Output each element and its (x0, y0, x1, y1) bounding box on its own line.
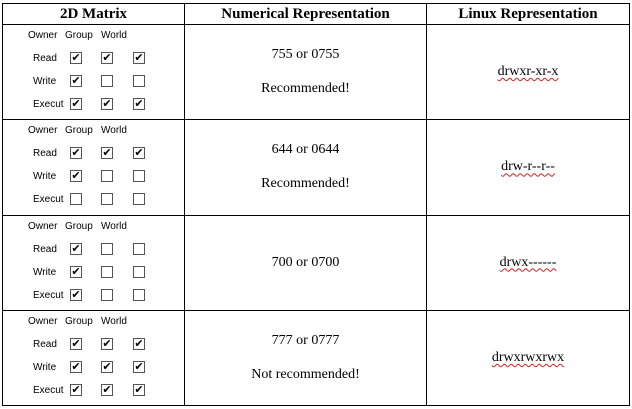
linux-permission-string: drwxrwxrwx (491, 349, 565, 365)
recommendation-note: Recommended! (261, 176, 350, 192)
read-world-checkbox[interactable] (133, 243, 145, 255)
matrix-column-group: Group (65, 30, 93, 41)
matrix-column-group: Group (65, 315, 93, 327)
header-linux: Linux Representation (427, 4, 630, 25)
matrix-column-group: Group (65, 220, 93, 232)
matrix-column-owner: Owner (28, 220, 58, 232)
numerical-cell (185, 25, 427, 120)
matrix-cell (3, 310, 185, 405)
matrix-column-group: Group (65, 125, 93, 137)
permission-matrix (3, 25, 184, 119)
read-owner-checkbox[interactable]: ✔ (71, 337, 81, 350)
read-group-checkbox[interactable]: ✔ (102, 147, 112, 160)
matrix-row-label: Write (33, 266, 57, 278)
numeric-value: 755 or 0755 (271, 47, 340, 63)
numerical-cell (185, 120, 427, 215)
matrix-row-label: Write (33, 171, 57, 183)
read-world-checkbox[interactable]: ✔ (134, 147, 144, 160)
permission-matrix (3, 120, 184, 214)
matrix-row-label: Execut (33, 99, 64, 110)
numerical-cell (185, 310, 427, 405)
matrix-row-read (3, 243, 183, 257)
write-world-checkbox[interactable] (133, 75, 145, 87)
matrix-row-read (3, 147, 183, 161)
matrix-column-world: World (101, 315, 127, 327)
header-row (3, 4, 630, 25)
matrix-column-world: World (101, 220, 127, 232)
matrix-cell (3, 120, 185, 215)
execute-group-checkbox[interactable]: ✔ (102, 383, 112, 396)
write-group-checkbox[interactable]: ✔ (102, 360, 112, 373)
write-owner-checkbox[interactable]: ✔ (71, 75, 81, 87)
matrix-row-write (3, 361, 183, 375)
header-2d-matrix: 2D Matrix (3, 4, 185, 25)
table-row (3, 25, 630, 120)
read-world-checkbox[interactable]: ✔ (134, 52, 144, 64)
matrix-row-label: Read (33, 338, 57, 350)
execute-world-checkbox[interactable]: ✔ (134, 383, 144, 396)
linux-cell (427, 25, 630, 120)
write-world-checkbox[interactable] (133, 170, 145, 182)
write-owner-checkbox[interactable]: ✔ (71, 170, 81, 183)
write-world-checkbox[interactable]: ✔ (134, 360, 144, 373)
permission-matrix (3, 216, 184, 310)
execute-world-checkbox[interactable] (133, 289, 145, 301)
matrix-column-world: World (101, 30, 127, 41)
numerical-cell (185, 215, 427, 310)
matrix-row-label: Read (33, 148, 57, 160)
read-owner-checkbox[interactable]: ✔ (71, 147, 81, 160)
matrix-column-owner: Owner (28, 30, 58, 41)
write-owner-checkbox[interactable]: ✔ (71, 265, 81, 278)
execute-world-checkbox[interactable] (133, 193, 145, 205)
numeric-value: 700 or 0700 (271, 254, 340, 270)
matrix-row-read (3, 338, 183, 352)
permissions-table (2, 3, 630, 406)
matrix-row-label: Read (33, 243, 57, 255)
read-owner-checkbox[interactable]: ✔ (71, 52, 81, 64)
write-group-checkbox[interactable] (101, 170, 113, 182)
matrix-cell (3, 25, 185, 120)
matrix-column-owner: Owner (28, 315, 58, 327)
linux-permission-string: drwx------ (499, 254, 557, 270)
write-group-checkbox[interactable] (101, 266, 113, 278)
read-group-checkbox[interactable]: ✔ (102, 337, 112, 350)
matrix-row-write (3, 266, 183, 280)
matrix-row-label: Execut (33, 194, 64, 206)
matrix-row-label: Write (33, 361, 57, 373)
matrix-row-write (3, 75, 183, 89)
permission-matrix (3, 311, 184, 405)
read-owner-checkbox[interactable]: ✔ (71, 242, 81, 255)
matrix-row-label: Read (33, 53, 57, 64)
numeric-value: 644 or 0644 (271, 142, 340, 158)
linux-cell (427, 120, 630, 215)
execute-group-checkbox[interactable] (101, 289, 113, 301)
write-group-checkbox[interactable] (101, 75, 113, 87)
execute-world-checkbox[interactable]: ✔ (134, 98, 144, 110)
recommendation-note: Recommended! (261, 81, 350, 97)
execute-owner-checkbox[interactable]: ✔ (71, 288, 81, 301)
table-row (3, 215, 630, 310)
matrix-row-label: Execut (33, 384, 64, 396)
matrix-cell (3, 215, 185, 310)
execute-owner-checkbox[interactable] (70, 193, 82, 205)
execute-group-checkbox[interactable]: ✔ (102, 98, 112, 110)
table-row (3, 310, 630, 405)
matrix-column-owner: Owner (28, 125, 58, 137)
matrix-row-execute (3, 98, 183, 112)
matrix-row-execute (3, 289, 183, 303)
read-world-checkbox[interactable]: ✔ (134, 337, 144, 350)
read-group-checkbox[interactable] (101, 243, 113, 255)
matrix-row-label: Write (33, 76, 57, 87)
recommendation-note: Not recommended! (251, 366, 360, 382)
matrix-column-world: World (101, 125, 127, 137)
table-row (3, 120, 630, 215)
linux-permission-string: drw-r--r-- (501, 159, 555, 175)
linux-cell (427, 215, 630, 310)
linux-permission-string: drwxr-xr-x (497, 64, 559, 80)
execute-owner-checkbox[interactable]: ✔ (71, 383, 81, 396)
matrix-row-write (3, 170, 183, 184)
matrix-row-execute (3, 193, 183, 207)
matrix-row-execute (3, 384, 183, 398)
header-numerical: Numerical Representation (185, 4, 427, 25)
write-world-checkbox[interactable] (133, 266, 145, 278)
read-group-checkbox[interactable]: ✔ (102, 52, 112, 64)
matrix-row-label: Execut (33, 289, 64, 301)
execute-owner-checkbox[interactable]: ✔ (71, 98, 81, 110)
write-owner-checkbox[interactable]: ✔ (71, 360, 81, 373)
execute-group-checkbox[interactable] (101, 193, 113, 205)
linux-cell (427, 310, 630, 405)
numeric-value: 777 or 0777 (271, 332, 340, 348)
matrix-row-read (3, 52, 183, 66)
